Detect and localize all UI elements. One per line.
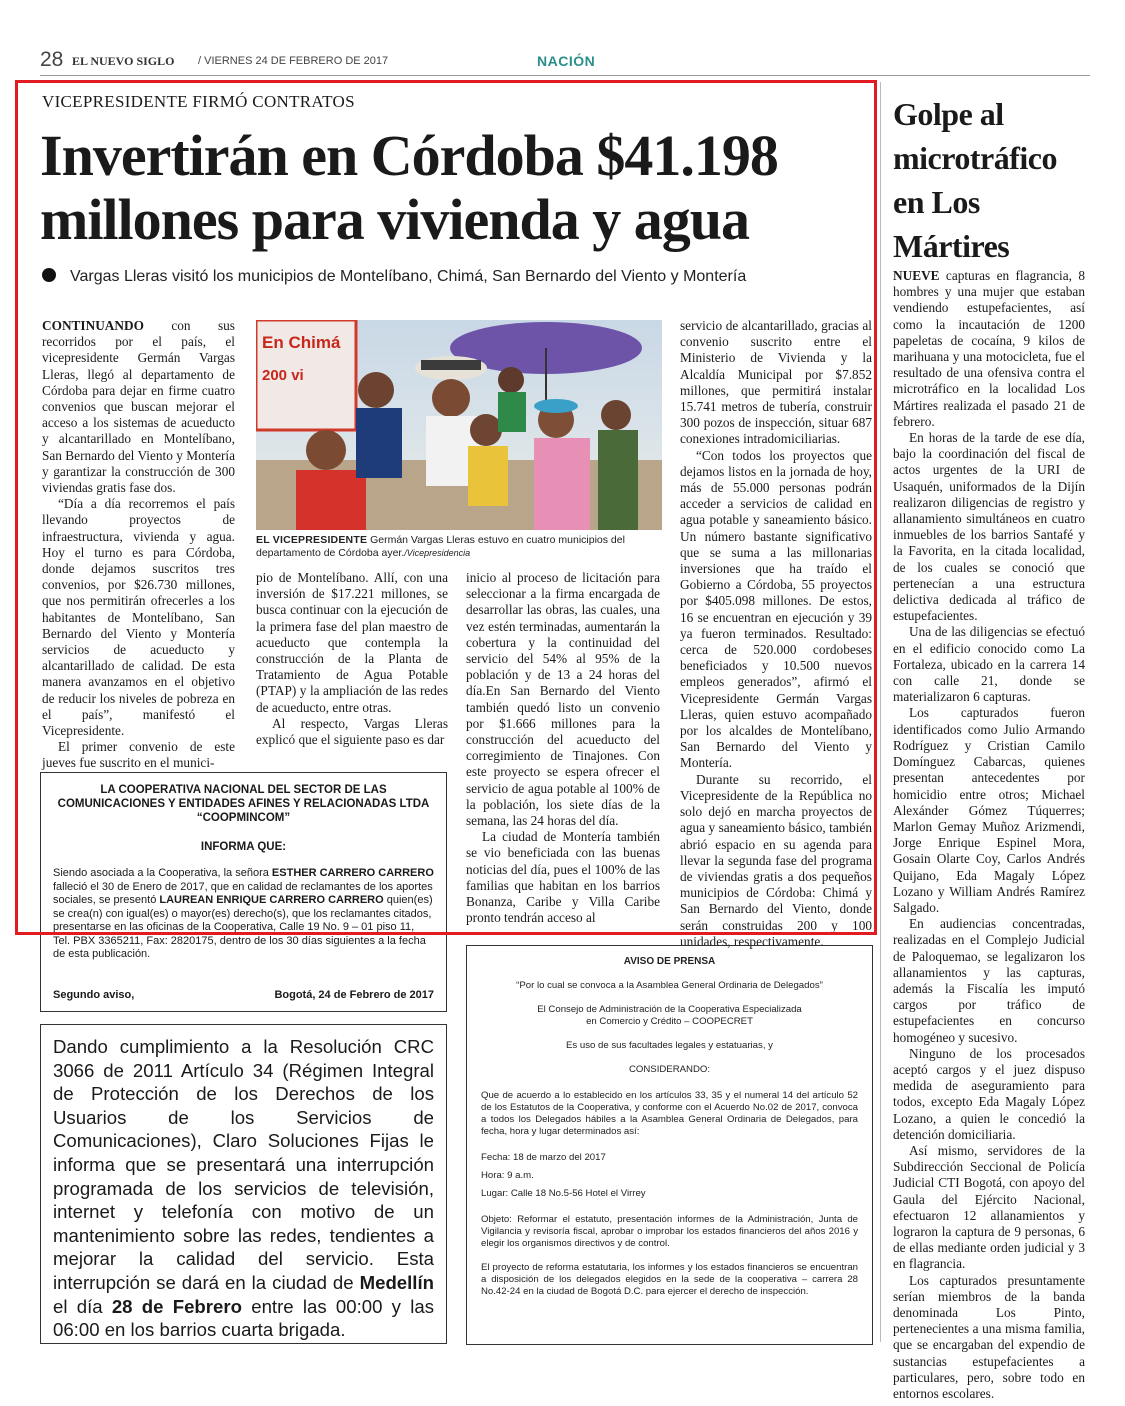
caption-credit: /Vicepresidencia (404, 548, 471, 558)
page-number: 28 (40, 48, 64, 71)
notice-date: 28 de Febrero (111, 1295, 242, 1317)
notice-final: El proyecto de reforma estatutaria, los informes y los estados financieros se encuentran a disposición de los delegados elegidos en la sede de la cooperativa – carrera 28 No.42-24 en la ciudad de Bogotá D.C. para ejercer el derecho de inspección. (481, 1262, 858, 1297)
notice-inform: INFORMA QUE: (200, 841, 287, 853)
paragraph: Así mismo, servidores de la Subdirección Seccional de Policía Judicial CTI Bogotá, con apoyo del Gaula del Ejército Nacional, efectuaron 12 allanamientos y lograron la captura de 9 personas, 6 de ellas mediante orden judicial y 3 en flagrancia. (893, 1142, 1085, 1272)
paragraph: “Con todos los proyectos que dejamos listos en la jornada de hoy, más de 55.000 personas podrán acceder a servicios de calidad en agua potable y saneamiento básico. Un número bastante significativo que se suma a las millonarias inversiones que ha traído el Gobierno a Córdoba, 55 proyectos por $405.098 millones. De estos, 16 se encuentran en ejecución y 39 ya fueron terminados. Resultado: cerca de 520.000 cordobeses beneficiados y 10.500 nuevos empleos generados”, afirmó el Vicepresidente Germán Vargas Lleras, quien estuvo acompañado por los alcaldes de Montelíbano, San Bernardo del Viento y Montería. (680, 447, 872, 771)
notice-footer-left: Segundo aviso, (53, 989, 135, 1001)
paragraph: Una de las diligencias se efectuó en el edificio conocido como La Fortaleza, ubicado en la carrera 14 con calle 21, donde se materializaron 6 capturas. (893, 624, 1085, 705)
banner-text: En Chimá (262, 333, 341, 352)
paragraph-text: con sus recorridos por el país, el vicepresidente Germán Vargas Lleras, llegó al departamento de Córdoba para dejar en firme cuatro convenios que buscan mejorar el acceso a los sistemas de acueducto y alcantarillado en Montelíbano, San Bernardo del Viento y Montería y garantizar la construcción de 300 viviendas gratis fase dos. (42, 318, 235, 496)
paragraph (893, 268, 1085, 430)
paragraph: Al respecto, Vargas Lleras explicó que el siguiente paso es dar (256, 715, 448, 748)
paragraph: Ninguno de los procesados aceptó cargos y el juez dispuso medida de aseguramiento para todos, excepto Eda Magaly López Lozano, a quien le concedió la detención domiciliaria. (893, 1045, 1085, 1142)
notice-text: Dando cumplimiento a la Resolución CRC 3066 de 2011 Artículo 34 (Régimen Integral de Protección de los Derechos de los Usuarios de los Servicios de Comunicaciones), Claro Soluciones Fijas le informa que se presentará una interrupción programada de los servicios de televisión, internet y telefonía con motivo de un mantenimiento sobre las redes, tendientes a mejorar la calidad del servicio. Esta interrupción se dará en la ciudad de (53, 1036, 434, 1293)
header-rule (40, 75, 1090, 76)
notice-name: ESTHER CARRERO CARRERO (271, 867, 434, 879)
notice-text: entre las 00:00 y las 06:00 en los barrios cuarta brigada. (53, 1295, 434, 1341)
notice-line: en Comercio y Crédito – COOPECRET (586, 1016, 753, 1027)
paragraph-text: capturas en flagrancia, 8 hombres y una mujer que estaban vendiendo estupefacientes, así como la incautación de 1200 papeletas de cocaína, 9 kilos de marihuana y una motocicleta, fue el resultado de una ofensiva contra el microtráfico en la localidad Los Mártires realizada el pasado 21 de febrero. (893, 268, 1085, 429)
notice-name: LAUREAN ENRIQUE CARRERO CARRERO (159, 894, 384, 906)
notice-title-line: COMUNICACIONES Y ENTIDADES AFINES Y RELACIONADAS LTDA (57, 798, 430, 810)
notice-fecha: Fecha: 18 de marzo del 2017 (481, 1152, 606, 1163)
paragraph: La ciudad de Montería también se vio beneficiada con las buenas noticias del día, pues el 100% de las familias que habitan en los barrios Bonanza, Caribe y Villa Caribe pronto tendrán acceso al (466, 829, 660, 926)
paragraph: En horas de la tarde de ese día, bajo la coordinación del fiscal de actos urgentes de la URI de Usaquén, uniformados de la Dijín realizaron diligencias de registro y allanamiento simultáneos en cuatro inmuebles de los barrios Santafé y la Favorita, en la citada localidad, de los cuales se conoció que pertenecían a una estructura delictiva dedicada al tráfico de estupefacientes. (893, 430, 1085, 624)
paragraph: pio de Montelíbano. Allí, con una inversión de $17.221 millones, se busca continuar con la ejecución de la primera fase del plan maestro de acueducto que contempla la construcción de la Planta de Tratamiento de Agua Potable (PTAP) y la ampliación de las redes de acueducto, entre otras. (256, 570, 448, 715)
paragraph: El primer convenio de este jueves fue suscrito en el munici- (42, 739, 235, 771)
highlight-box (15, 80, 877, 935)
notice-footer-right: Bogotá, 24 de Febrero de 2017 (274, 989, 434, 1001)
lead-word: CONTINUANDO (42, 318, 144, 333)
side-article-headline: Golpe al microtráfico en Los Mártires (893, 96, 1057, 264)
notice-line: Que de acuerdo a lo establecido en los artículos 33, 35 y el numeral 14 del artículo 52 de los Estatutos de la Cooperativa, y conforme con el Acuerdo No.02 de 2017, convoca a todos los Delegados hábiles a la Asamblea General Ordinaria de Delegados, para fecha, hora y lugar determinados así: (481, 1090, 858, 1137)
issue-date: / VIERNES 24 DE FEBRERO DE 2017 (198, 55, 389, 67)
article-kicker: VICEPRESIDENTE FIRMÓ CONTRATOS (42, 92, 355, 111)
banner-sub: 200 vi (262, 367, 304, 384)
article-subhead-text: Vargas Lleras visitó los municipios de Montelíbano, Chimá, San Bernardo del Viento y Montería (70, 268, 747, 285)
notice-line: “Por lo cual se convoca a la Asamblea General Ordinaria de Delegados” (516, 980, 823, 991)
paragraph: En audiencias concentradas, realizadas en el Complejo Judicial de Paloquemao, se legalizaron los allanamientos y las capturas, además la Fiscalía les imputó cargos por tráfico de estupefacientes en concurso homogéneo y sucesivo. (893, 916, 1085, 1045)
notice-line: CONSIDERANDO: (628, 1064, 711, 1075)
paragraph: “Día a día recorremos el país llevando proyectos de infraestructura, vivienda y agua. Hoy el turno es para Córdoba, donde dejamos suscritos tres convenios, por $26.730 millones, que nos permitirán ofrecerles a los habitantes de Montelíbano, San Bernardo del Viento y Montería servicios de acueducto y alcantarillado de calidad. De esta manera avanzamos en el objetivo de reducir los niveles de pobreza en el país”, manifestó el Vicepresidente. (42, 496, 235, 739)
paragraph: Los capturados presuntamente serían miembros de la banda denominada Los Pinto, pertenecientes a una misma familia, que se encargaban del expendio de sustancias estupefacientes a particulares, pero, sobre todo en entornos escolares. (893, 1272, 1085, 1402)
notice-text: el día (53, 1295, 112, 1317)
notice-line: El Consejo de Administración de la Cooperativa Especializada (537, 1004, 802, 1015)
lead-word: NUEVE (893, 268, 940, 283)
notice-city: Medellín (359, 1271, 434, 1293)
paragraph: inicio al proceso de licitación para seleccionar a la firma encargada de desarrollar las obras, las cuales, una vez estén terminadas, aumentarán la cobertura y la continuidad del servicio del 54% al 95% de la población y de 13 a 24 horas del día.En San Bernardo del Viento también quedó listo un convenio por $1.666 millones para la construcción del acueducto del corregimiento de Tinajones. Con este proyecto se espera ofrecer el servicio de agua potable al 100% de la población, los siete días de la semana, las 24 horas del día. (466, 570, 660, 829)
notice-title-line: LA COOPERATIVA NACIONAL DEL SECTOR DE LAS (100, 784, 387, 796)
notice-line: Es uso de sus facultades legales y estatuarias, y (566, 1040, 773, 1051)
section-name: NACIÓN (537, 53, 596, 69)
paragraph: servicio de alcantarillado, gracias al convenio suscrito entre el Ministerio de Vivienda y la Alcaldía Municipal por $7.852 millones, que permitirá instalar 15.741 metros de tubería, construir 300 pozos de inspección, situar 687 conexiones intradomiciliarias. (680, 318, 872, 447)
notice-claro (40, 1024, 447, 1344)
notice-footer (53, 989, 434, 1001)
caption-label: EL VICEPRESIDENTE (256, 534, 368, 546)
caption-text: Germán Vargas Lleras estuvo en cuatro municipios del departamento de Córdoba ayer. (256, 534, 625, 559)
page-header (40, 48, 1090, 74)
notice-objeto: Objeto: Reformar el estatuto, presentación informes de la Administración, Junta de Vigilancia y revisoría fiscal, aprobar o improbar los estados financieros del años 2016 y elegir los organismos directivos y de control. (481, 1214, 858, 1249)
newspaper-name: EL NUEVO SIGLO (72, 54, 175, 68)
notice-text: quien(es) se crea(n) con igual(es) o mayor(es) derecho(s), que los reclamantes citados, presentarse en las oficinas de la Cooperativa, Calle 19 No. 9 – 01 piso 11, Tel. PBX 3365211, Fax: 2820175, dentro de los 30 días siguientes a la fecha de esta publicación. (53, 894, 433, 960)
article-headline: Invertirán en Córdoba $41.198 millones para vivienda y agua (40, 123, 778, 252)
paragraph: Durante su recorrido, el Vicepresidente de la República no solo dejó en marcha proyectos de agua y saneamiento básico, también abrió espacio en su agenda para llevar la segunda fase del programa de viviendas gratis a dos pequeños municipios de Córdoba: Chimá y San Bernardo del Viento, donde serán construidas 200 y 100 unidades, respectivamente. (680, 771, 872, 949)
notice-hora: Hora: 9 a.m. (481, 1170, 534, 1181)
side-article-body (893, 268, 1085, 1402)
column-divider (880, 82, 881, 1342)
notice-title-line: “COOPMINCOM” (196, 812, 291, 824)
paragraph: Los capturados fueron identificados como Julio Armando Rodríguez y Cristian Camilo Domínguez Cabarcas, quienes presentan antecedentes por homicidio entre otros; Michael Alexánder Gómez Túquerres; Marlon Gemay Muñoz Arizmendi, Jorge Enrique Espinel Mora, Gosain Olarte Coy, Carlos Andrés Quijano, Eda Magaly López Lozano y William Andrés Ramírez Salgado. (893, 705, 1085, 915)
notice-title: AVISO DE PRENSA (623, 956, 716, 967)
notice-text: Siendo asociada a la Cooperativa, la señora (53, 867, 272, 879)
notice-coopecret (466, 945, 873, 1345)
notice-text: falleció el 30 de Enero de 2017, que en calidad de reclamantes de los aportes sociales, se presentó (53, 880, 433, 906)
notice-lugar: Lugar: Calle 18 No.5-56 Hotel el Virrey (481, 1188, 646, 1199)
